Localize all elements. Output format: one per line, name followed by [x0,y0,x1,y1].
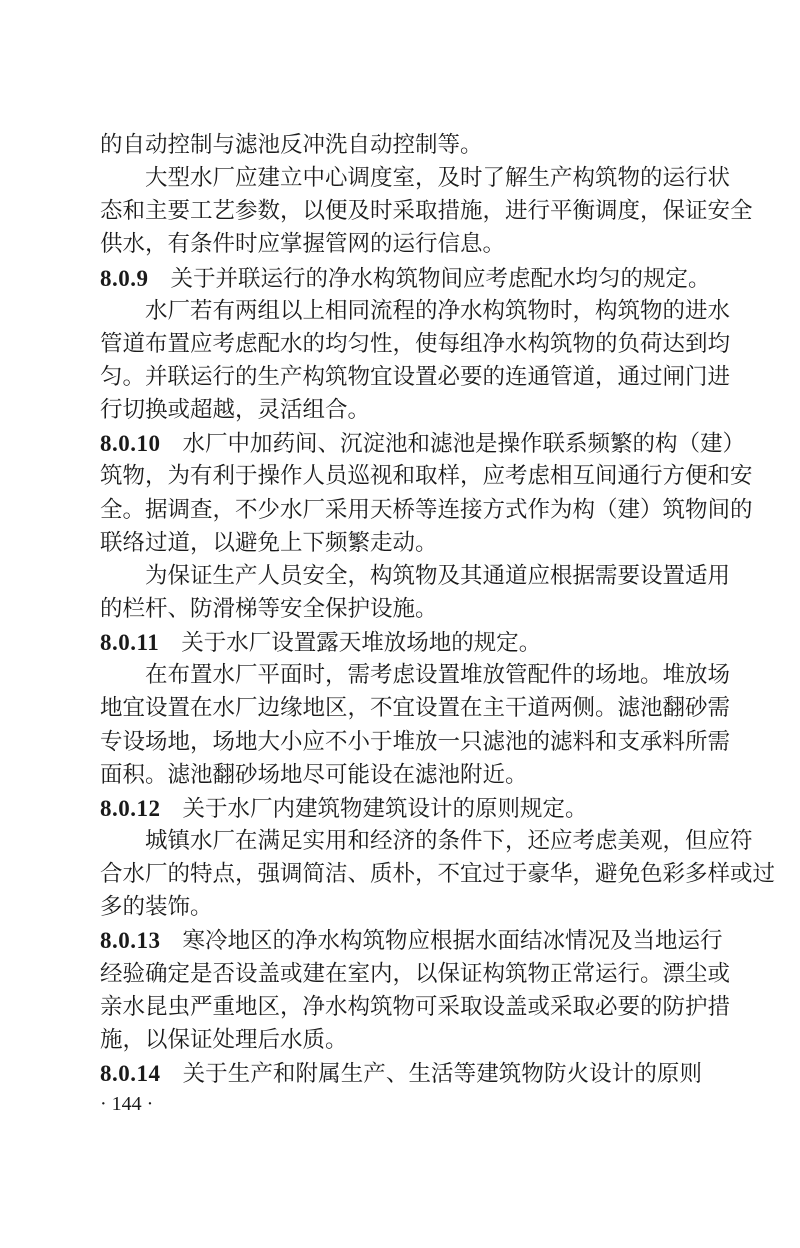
clause-number: 8.0.12 [100,795,161,821]
text-line [100,593,702,626]
text-line [100,891,702,924]
line-text: 大型水厂应建立中心调度室，及时了解生产构筑物的运行状 [145,165,731,192]
clause-heading-line [100,792,702,825]
clause-number: 8.0.11 [100,630,160,656]
text-line [100,958,731,991]
clause-heading-line [100,262,711,295]
text-line [100,1024,702,1057]
line-text: 为保证生产人员安全，构筑物及其通道应根据需要设置适用 [145,562,731,589]
text-line [100,692,731,725]
clause-heading-line [100,924,723,957]
line-text: 关于生产和附属生产、生活等建筑物防火设计的原则 [182,1060,702,1087]
line-text: 供水，有条件时应掌握管网的运行信息。 [100,231,506,258]
line-text: 行切换或超越，灵活组合。 [100,397,371,424]
line-text: 关于并联运行的净水构筑物间应考虑配水均匀的规定。 [170,265,711,292]
line-text: 筑物，为有利于操作人员巡视和取样，应考虑相互间通行方便和安 [100,463,753,490]
line-text: 地宜设置在水厂边缘地区，不宜设置在主干道两侧。滤池翻砂需 [100,695,731,722]
line-text: 亲水昆虫严重地区，净水构筑物可采取设盖或采取必要的防护措 [100,993,731,1020]
clause-number: 8.0.13 [100,928,161,954]
text-line [100,361,731,394]
line-text: 全。据调查，不少水厂采用天桥等连接方式作为构（建）筑物间的 [100,496,753,523]
line-text: 匀。并联运行的生产构筑物宜设置必要的连通管道，通过闸门进 [100,363,731,390]
clause-number: 8.0.14 [100,1060,161,1086]
clause-heading-line [100,1057,702,1090]
text-line [100,560,731,593]
text-line [100,991,731,1024]
line-text: 城镇水厂在满足实用和经济的条件下，还应考虑美观，但应符 [145,827,753,854]
line-text: 经验确定是否设盖或建在室内，以保证构筑物正常运行。漂尘或 [100,960,731,987]
line-text: 水厂中加药间、沉淀池和滤池是操作联系频繁的构（建） [182,431,746,458]
text-line [100,527,702,560]
line-text: 联络过道，以避免上下频繁走动。 [100,529,438,556]
line-text: 施，以保证处理后水质。 [100,1026,348,1053]
line-text: 态和主要工艺参数，以便及时采取措施，进行平衡调度，保证安全 [100,198,753,225]
line-text: 寒冷地区的净水构筑物应根据水面结冰情况及当地运行 [182,928,723,955]
line-text: 管道布置应考虑配水的均匀性，使每组净水构筑物的负荷达到均 [100,330,731,357]
text-line [100,328,731,361]
line-text: 专设场地，场地大小应不小于堆放一只滤池的滤料和支承料所需 [100,728,731,755]
document-body [100,129,776,1090]
text-line [100,195,753,228]
clause-heading-line [100,626,702,659]
text-line [100,129,702,162]
line-text: 合水厂的特点，强调简洁、质朴，不宜过于豪华，避免色彩多样或过 [100,861,776,888]
text-line [100,295,731,328]
line-text: 在布置水厂平面时，需考虑设置堆放管配件的场地。堆放场 [145,662,731,689]
line-text: 关于水厂内建筑物建筑设计的原则规定。 [182,795,588,822]
clause-heading-line [100,427,746,460]
text-line [100,394,702,427]
text-line [100,162,731,195]
line-text: 的栏杆、防滑梯等安全保护设施。 [100,595,438,622]
line-text: 多的装饰。 [100,894,213,921]
text-line [100,825,753,858]
text-line [100,659,731,692]
text-line [100,726,731,759]
line-text: 面积。滤池翻砂场地尽可能设在滤池附近。 [100,761,528,788]
line-text: 水厂若有两组以上相同流程的净水构筑物时，构筑物的进水 [145,297,731,324]
text-line [100,460,753,493]
line-text: 的自动控制与滤池反冲洗自动控制等。 [100,132,483,158]
text-line [100,494,753,527]
text-line [100,759,702,792]
clause-number: 8.0.10 [100,431,161,457]
page-number: · 144 · [100,1093,154,1115]
clause-number: 8.0.9 [100,265,149,291]
text-line [100,858,776,891]
text-line [100,228,702,261]
line-text: 关于水厂设置露天堆放场地的规定。 [181,630,542,657]
